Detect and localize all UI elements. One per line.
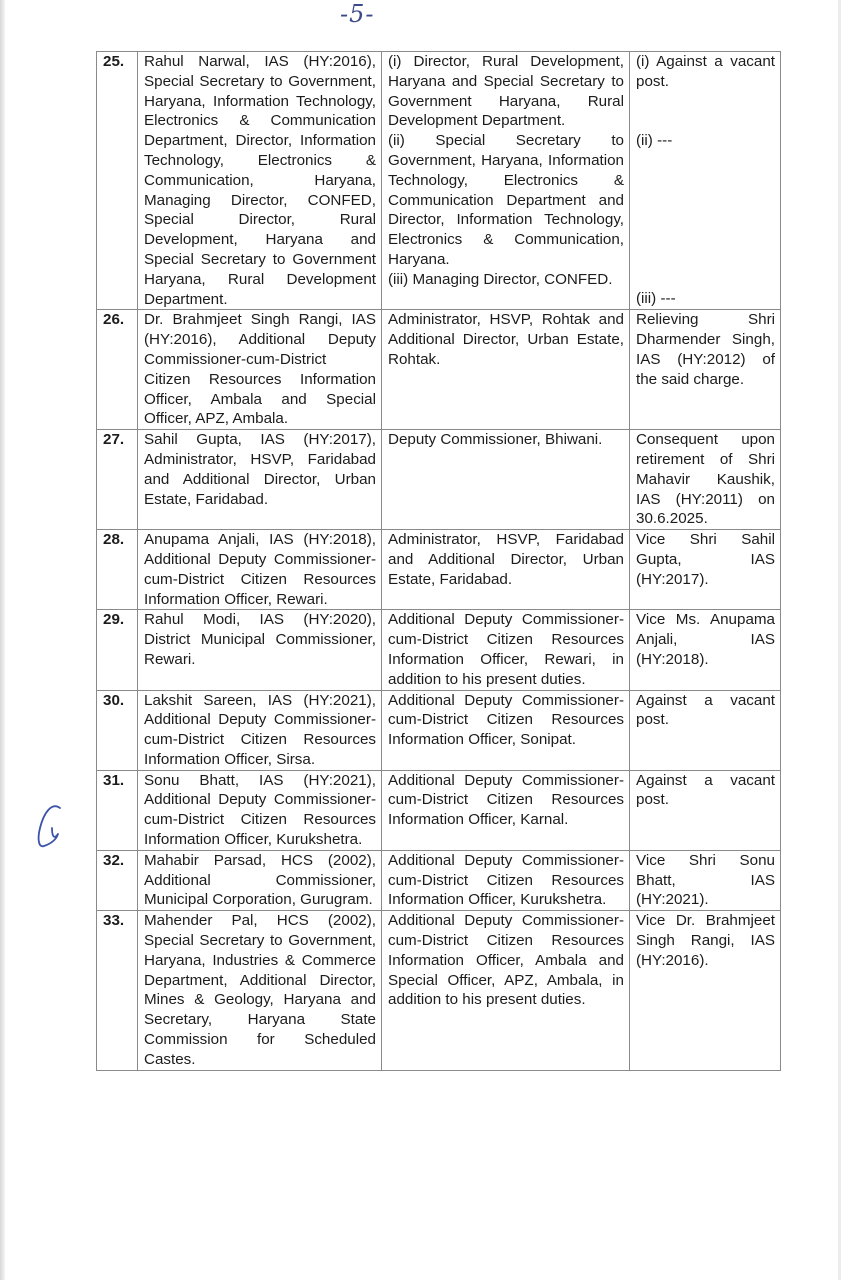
remarks-cell — [630, 52, 781, 310]
remarks-cell: Vice Dr. Brahmjeet Singh Rangi, IAS (HY:2016). — [630, 911, 781, 1070]
officer-name-cell: Mahender Pal, HCS (2002), Special Secretary to Government, Haryana, Industries & Commerce Department, Additional Director, Mines & Geology, Haryana and Secretary, Haryana State Commission for Scheduled Castes. — [138, 911, 382, 1070]
officer-name-cell: Sahil Gupta, IAS (HY:2017), Administrator, HSVP, Faridabad and Additional Director, Urban Estate, Faridabad. — [138, 430, 382, 530]
table-row — [97, 770, 781, 850]
officer-name-cell: Dr. Brahmjeet Singh Rangi, IAS (HY:2016), Additional Deputy Commissioner-cum-District Citizen Resources Information Officer, Ambala and Special Officer, APZ, Ambala. — [138, 310, 382, 430]
handwritten-mark-icon — [30, 800, 70, 860]
serial-number: 28. — [97, 530, 138, 610]
serial-number: 33. — [97, 911, 138, 1070]
posting-cell: Additional Deputy Commissioner-cum-District Citizen Resources Information Officer, Sonipat. — [382, 690, 630, 770]
table-row — [97, 610, 781, 690]
table-row — [97, 52, 781, 310]
table-row — [97, 690, 781, 770]
posting-cell: Administrator, HSVP, Rohtak and Additional Director, Urban Estate, Rohtak. — [382, 310, 630, 430]
remarks-part: (i) Against a vacant post. — [636, 53, 775, 90]
table-row — [97, 911, 781, 1070]
posting-cell: Additional Deputy Commissioner-cum-District Citizen Resources Information Officer, Karnal. — [382, 770, 630, 850]
page-number: -5- — [340, 0, 375, 28]
scan-edge-right — [838, 0, 841, 1280]
posting-cell: Additional Deputy Commissioner-cum-District Citizen Resources Information Officer, Rewari, in addition to his present duties. — [382, 610, 630, 690]
remarks-cell: Vice Shri Sahil Gupta, IAS (HY:2017). — [630, 530, 781, 610]
posting-part: (ii) Special Secretary to Government, Haryana, Information Technology, Electronics & Communication Department and Director, Information Technology, Electronics & Communication, Haryana. — [388, 132, 624, 268]
officer-name-cell: Rahul Modi, IAS (HY:2020), District Municipal Commissioner, Rewari. — [138, 610, 382, 690]
serial-number: 29. — [97, 610, 138, 690]
table-row — [97, 310, 781, 430]
remarks-cell: Against a vacant post. — [630, 690, 781, 770]
remarks-cell: Vice Ms. Anupama Anjali, IAS (HY:2018). — [630, 610, 781, 690]
table-row — [97, 530, 781, 610]
posting-cell: Additional Deputy Commissioner-cum-District Citizen Resources Information Officer, Kurukshetra. — [382, 850, 630, 910]
serial-number: 31. — [97, 770, 138, 850]
serial-number: 27. — [97, 430, 138, 530]
remarks-cell: Vice Shri Sonu Bhatt, IAS (HY:2021). — [630, 850, 781, 910]
remarks-part: (ii) --- — [636, 132, 673, 149]
officer-name-cell: Sonu Bhatt, IAS (HY:2021), Additional Deputy Commissioner-cum-District Citizen Resources Information Officer, Kurukshetra. — [138, 770, 382, 850]
serial-number: 26. — [97, 310, 138, 430]
posting-cell: Administrator, HSVP, Faridabad and Additional Director, Urban Estate, Faridabad. — [382, 530, 630, 610]
posting-part: (iii) Managing Director, CONFED. — [388, 270, 613, 288]
officer-name-cell: Rahul Narwal, IAS (HY:2016), Special Secretary to Government, Haryana, Information Technology, Electronics & Communication Department, Director, Information Technology, Electronics & Communication, Haryana, Managing Director, CONFED, Special Director, Rural Development, Haryana and Special Secretary to Government Haryana, Rural Development Department. — [138, 52, 382, 310]
posting-cell — [382, 52, 630, 310]
officer-name-cell: Anupama Anjali, IAS (HY:2018), Additional Deputy Commissioner-cum-District Citizen Resources Information Officer, Rewari. — [138, 530, 382, 610]
officer-name-cell: Lakshit Sareen, IAS (HY:2021), Additional Deputy Commissioner-cum-District Citizen Resources Information Officer, Sirsa. — [138, 690, 382, 770]
serial-number: 32. — [97, 850, 138, 910]
posting-orders-table — [96, 51, 781, 1071]
remarks-part: (iii) --- — [636, 290, 676, 307]
table-row — [97, 430, 781, 530]
posting-cell: Additional Deputy Commissioner-cum-District Citizen Resources Information Officer, Ambala and Special Officer, APZ, Ambala, in addition to his present duties. — [382, 911, 630, 1070]
remarks-cell: Against a vacant post. — [630, 770, 781, 850]
posting-part: (i) Director, Rural Development, Haryana and Special Secretary to Government Haryana, Rural Development Department. — [388, 53, 624, 130]
remarks-cell: Consequent upon retirement of Shri Mahavir Kaushik, IAS (HY:2011) on 30.6.2025. — [630, 430, 781, 530]
scan-edge-left — [0, 0, 5, 1280]
serial-number: 30. — [97, 690, 138, 770]
table-row — [97, 850, 781, 910]
remarks-cell: Relieving Shri Dharmender Singh, IAS (HY:2012) of the said charge. — [630, 310, 781, 430]
officer-name-cell: Mahabir Parsad, HCS (2002), Additional Commissioner, Municipal Corporation, Gurugram. — [138, 850, 382, 910]
serial-number: 25. — [97, 52, 138, 310]
posting-cell: Deputy Commissioner, Bhiwani. — [382, 430, 630, 530]
